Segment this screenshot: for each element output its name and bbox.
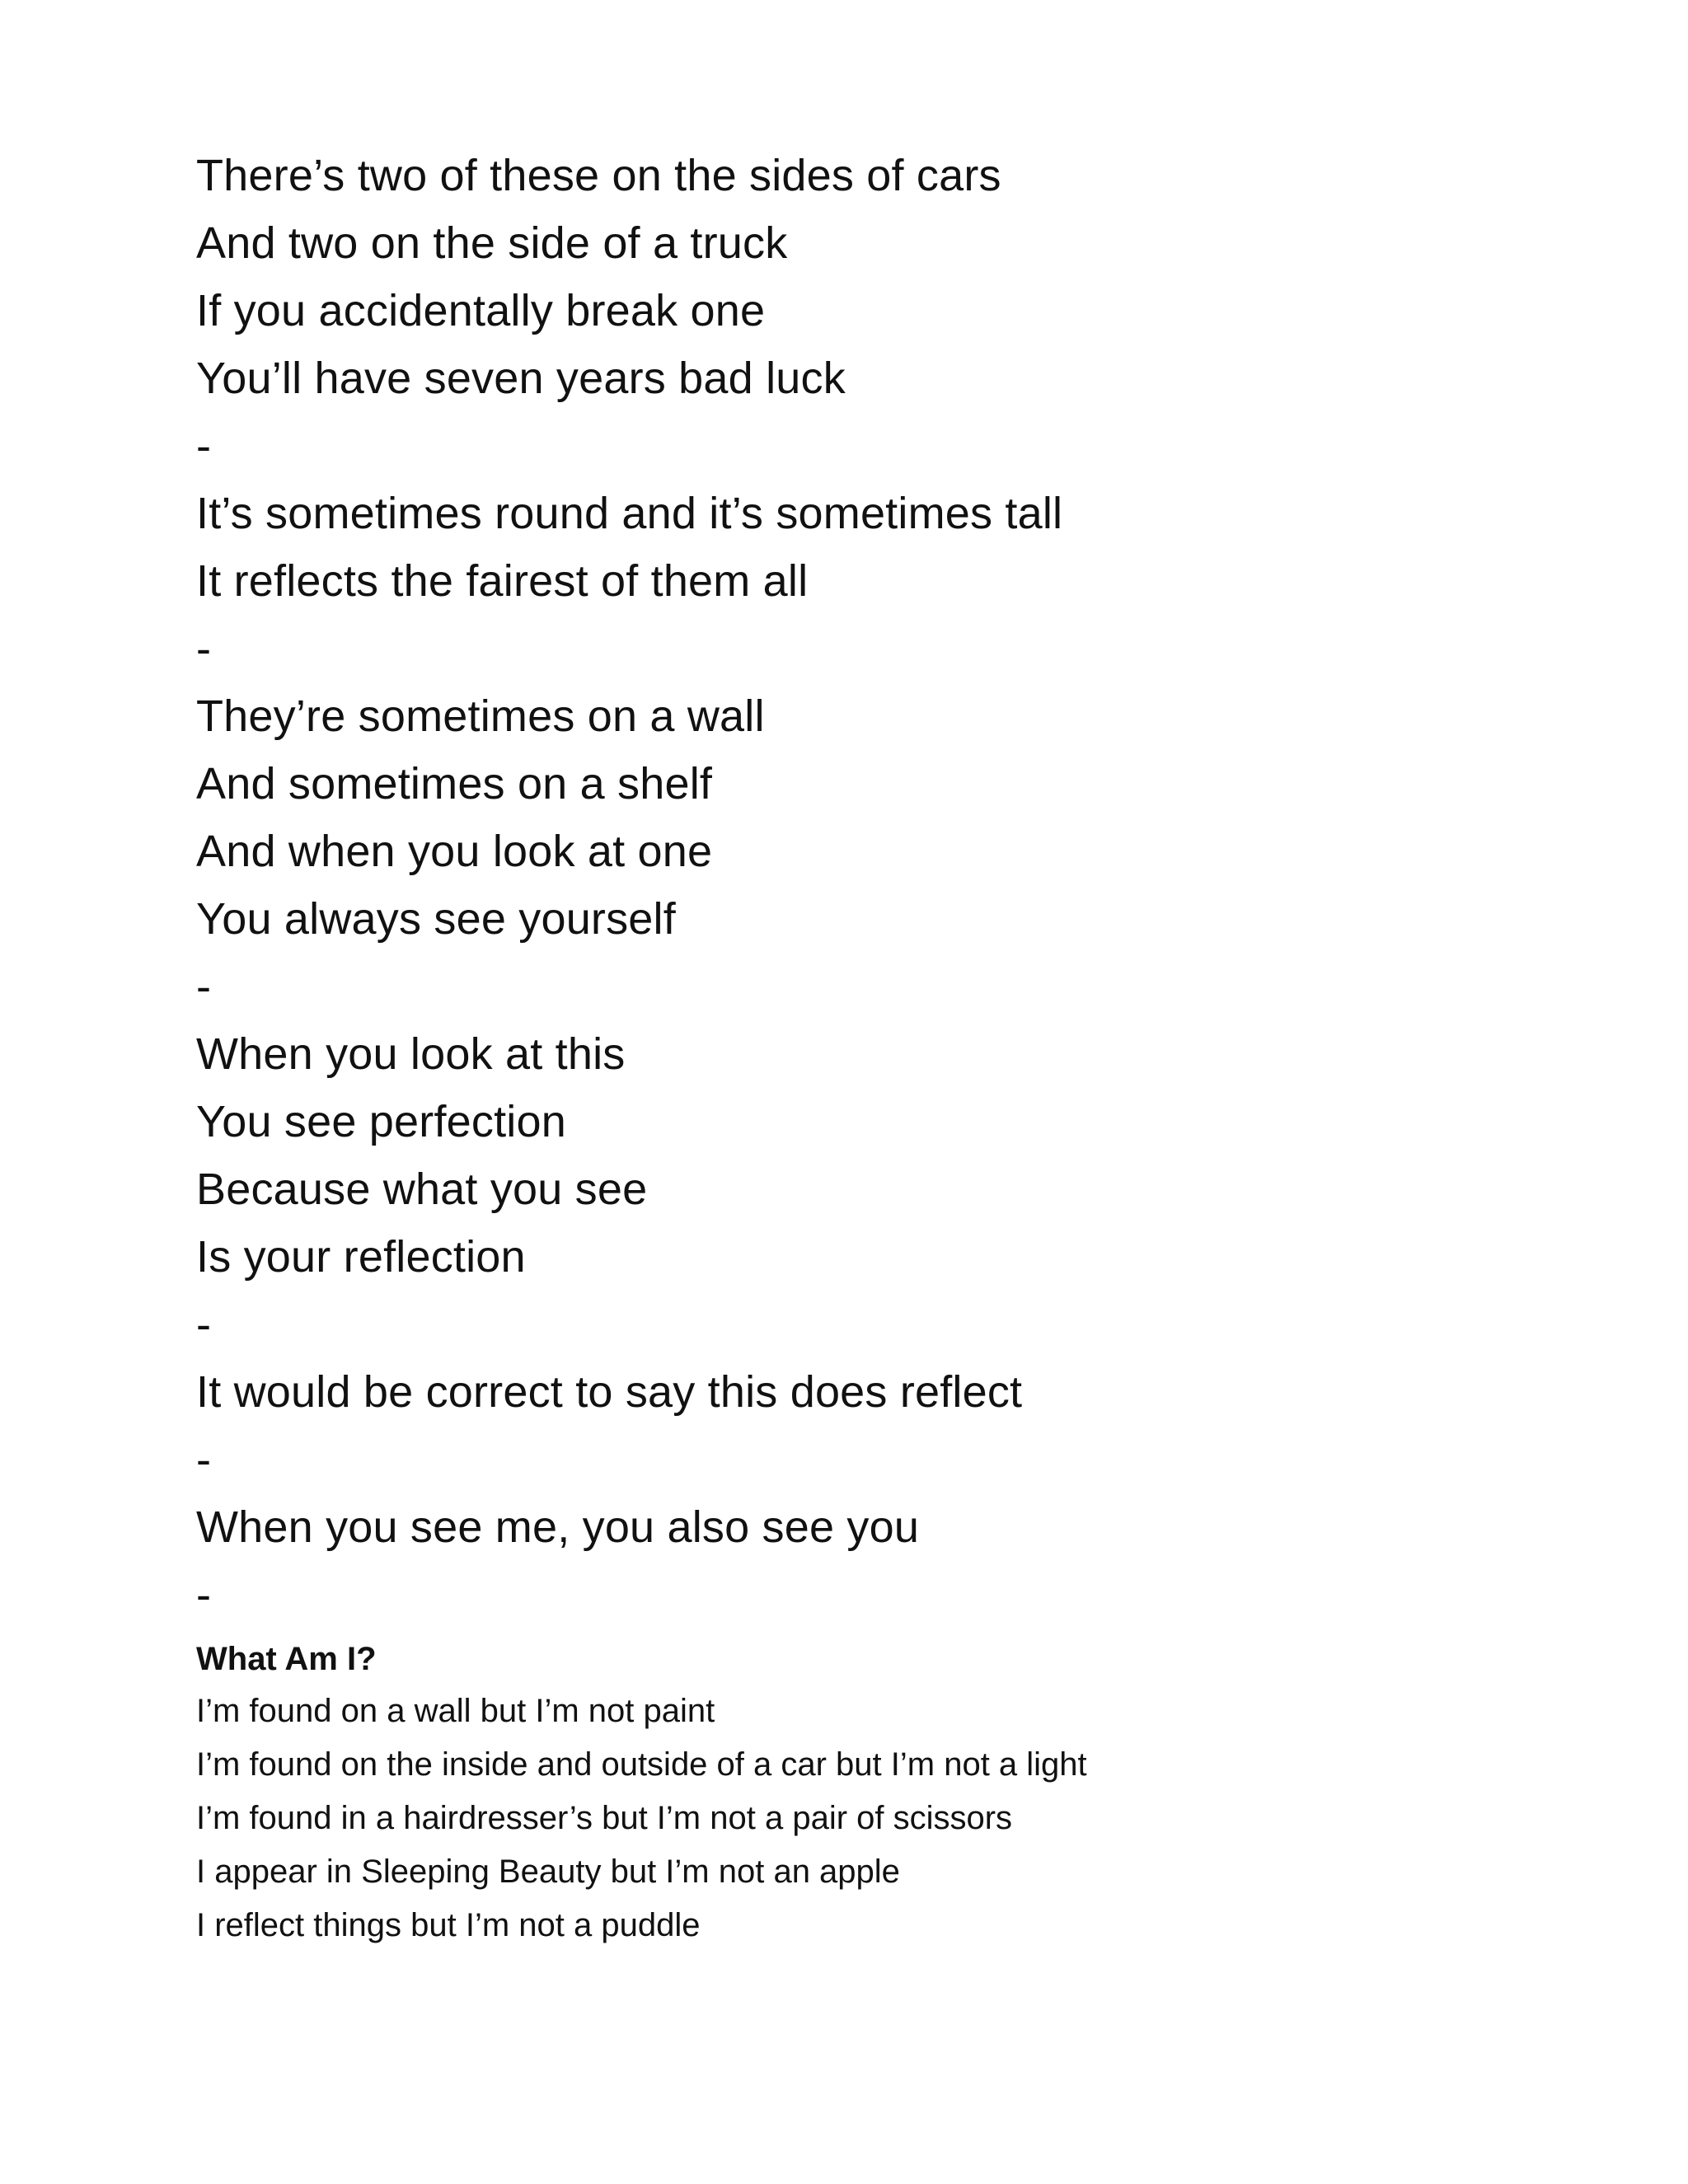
- document-content: [196, 142, 1597, 1952]
- poem-separator: -: [196, 624, 211, 673]
- poem-line: It would be correct to say this does reflect: [196, 1367, 1023, 1417]
- poem-separator: -: [196, 1435, 211, 1484]
- riddle-title: What Am I?: [196, 1641, 377, 1677]
- poem-separator: -: [196, 1300, 211, 1349]
- riddle-line: I appear in Sleeping Beauty but I’m not an apple: [196, 1854, 900, 1890]
- riddle-line: I reflect things but I’m not a puddle: [196, 1907, 701, 1943]
- poem-line: And when you look at one: [196, 827, 713, 876]
- poem-line: They’re sometimes on a wall: [196, 691, 765, 741]
- poem-line: And two on the side of a truck: [196, 218, 788, 268]
- poem-line: You always see yourself: [196, 894, 676, 944]
- riddle-line: I’m found on the inside and outside of a car but I’m not a light: [196, 1746, 1087, 1783]
- poem-line: You’ll have seven years bad luck: [196, 354, 846, 403]
- poem-line: Is your reflection: [196, 1232, 526, 1282]
- poem-separator: -: [196, 1570, 211, 1619]
- poem-line: If you accidentally break one: [196, 286, 766, 335]
- poem-line: It reflects the fairest of them all: [196, 556, 809, 606]
- poem-separator: -: [196, 421, 211, 471]
- poem-line: You see perfection: [196, 1097, 566, 1146]
- poem-separator: -: [196, 962, 211, 1011]
- poem-line: When you see me, you also see you: [196, 1502, 920, 1552]
- riddle-line: I’m found on a wall but I’m not paint: [196, 1693, 715, 1729]
- poem-line: Because what you see: [196, 1165, 648, 1214]
- poem-line: When you look at this: [196, 1029, 626, 1079]
- poem-line: There’s two of these on the sides of cars: [196, 151, 1001, 200]
- riddle-line: I’m found in a hairdresser’s but I’m not a pair of scissors: [196, 1800, 1013, 1836]
- poem-line: And sometimes on a shelf: [196, 759, 713, 808]
- poem-line: It’s sometimes round and it’s sometimes tall: [196, 489, 1063, 538]
